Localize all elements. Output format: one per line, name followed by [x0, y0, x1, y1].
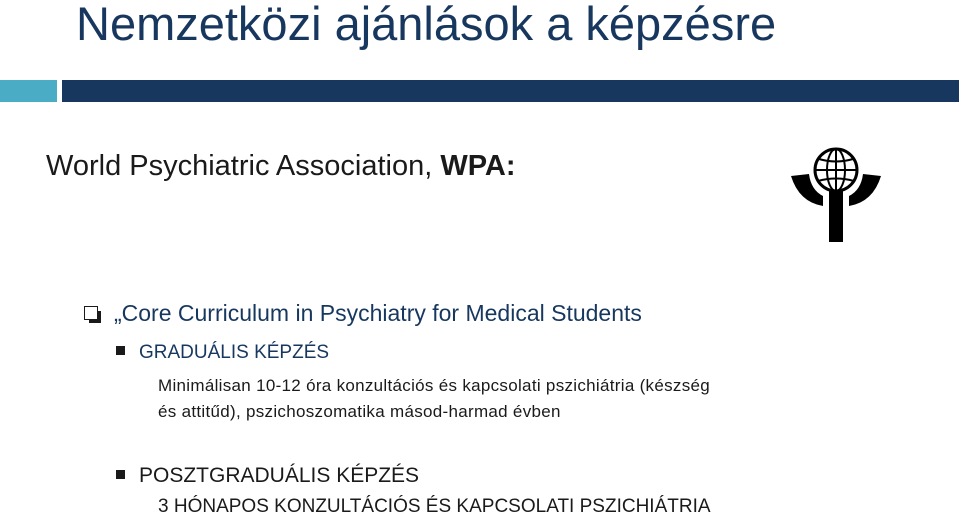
square-bullet-icon	[116, 470, 125, 479]
section-graduate	[116, 342, 329, 364]
slide-title: Nemzetközi ajánlások a képzésre	[76, 0, 777, 50]
accent-bar-light	[0, 80, 57, 102]
organization-line	[46, 150, 516, 183]
curriculum-item	[84, 300, 642, 327]
section-postgraduate	[116, 464, 419, 488]
organization-name: World Psychiatric Association,	[46, 150, 441, 182]
section-postgraduate-heading: POSZTGRADUÁLIS KÉPZÉS	[139, 464, 420, 487]
section-postgraduate-line1: 3 HÓNAPOS KONZULTÁCIÓS ÉS KAPCSOLATI PSZICHIÁTRIA	[158, 496, 711, 517]
curriculum-title: „Core Curriculum in Psychiatry for Medical Students	[114, 300, 642, 326]
section-graduate-heading: GRADUÁLIS KÉPZÉS	[139, 342, 330, 363]
organization-abbr: WPA:	[440, 150, 516, 182]
section-graduate-line1: Minimálisan 10-12 óra konzultációs és kapcsolati pszichiátria (készség	[158, 376, 711, 395]
checkbox-bullet-icon	[84, 306, 98, 320]
section-graduate-line2: és attitűd), pszichoszomatika másod-harmad évben	[158, 402, 561, 421]
square-bullet-icon	[116, 346, 125, 355]
wpa-logo-icon	[789, 146, 883, 242]
accent-bar-dark	[62, 80, 959, 102]
